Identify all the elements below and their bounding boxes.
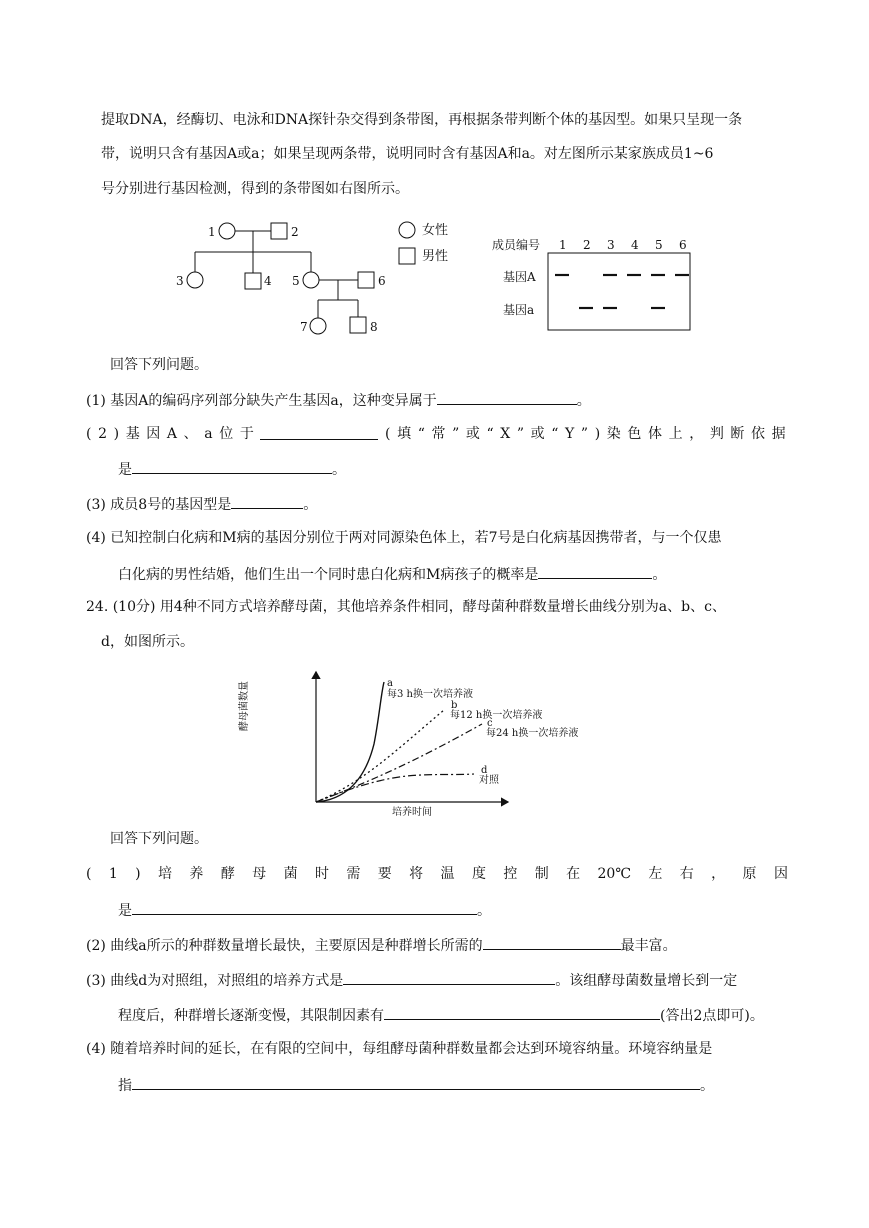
pedigree-label-2: 2 (291, 225, 299, 239)
justified-char: 判 (709, 426, 724, 442)
justified-char: 母 (252, 866, 267, 882)
justified-char: “ (417, 426, 425, 442)
intro-line-3: 号分别进行基因检测，得到的条带图如右图所示。 (101, 181, 409, 197)
curve-d (316, 774, 474, 802)
justified-char: 因 (146, 426, 161, 442)
justified-char: “ (486, 426, 494, 442)
band-col-3: 3 (607, 238, 615, 252)
q24-q3-line1: (3) 曲线d为对照组，对照组的培养方式是 。该组酵母菌数量增长到一定 (86, 969, 737, 991)
justified-char: 控 (503, 866, 518, 882)
curve-b (316, 710, 444, 802)
curve-d-id: d (481, 765, 488, 776)
q24-line2: d，如图所示。 (101, 634, 194, 650)
justified-char: 断 (730, 426, 745, 442)
justified-char: 于 (239, 426, 254, 442)
justified-char: 右 (679, 866, 694, 882)
curve-c-label: 每24 h换一次培养液 (486, 728, 579, 739)
justified-char: A (166, 426, 178, 442)
intro-line-1: 提取DNA，经酶切、电泳和DNA探针杂交得到条带图，再根据条带判断个体的基因型。如果只呈现一条 (101, 112, 743, 128)
curve-c (316, 724, 482, 802)
justified-char: 需 (346, 866, 361, 882)
justified-char: “ (551, 426, 559, 442)
pedigree-label-5: 5 (292, 274, 300, 288)
justified-char: 基 (125, 426, 140, 442)
justified-char: 菌 (283, 866, 298, 882)
pedigree-female-5 (303, 272, 319, 288)
q23-q1: (1) 基因A的编码序列部分缺失产生基因a，这种变异属于 。 (86, 389, 591, 411)
answer-blank-q23-4[interactable] (538, 563, 652, 579)
justified-char: a (204, 426, 213, 442)
curve-b-label: 每12 h换一次培养液 (450, 710, 543, 721)
q24-q3-line2: 程度后，种群增长逐渐变慢，其限制因素有 (答出2点即可)。 (118, 1004, 764, 1026)
justified-char: ” (580, 426, 589, 442)
justified-char: 常 (431, 426, 446, 442)
answer-blank-q24-1[interactable] (132, 899, 477, 915)
q24-q2: (2) 曲线a所示的种群数量增长最快，主要原因是种群增长所需的 最丰富。 (86, 934, 677, 956)
pedigree-female-1 (219, 223, 235, 239)
justified-char: 填 (397, 426, 412, 442)
x-axis-label: 培养时间 (392, 807, 432, 818)
justified-char: 在 (566, 866, 581, 882)
justified-char: 时 (314, 866, 329, 882)
legend-male-icon (399, 248, 415, 264)
justified-char: 据 (771, 426, 786, 442)
legend-male-label: 男性 (422, 249, 449, 264)
answer-blank-q24-3a[interactable] (343, 969, 555, 985)
justified-char: 上 (668, 426, 683, 442)
y-axis-label: 酵母菌数量 (239, 681, 250, 731)
pedigree-label-7: 7 (300, 320, 308, 334)
curve-d-label: 对照 (479, 775, 499, 786)
justified-char: 染 (606, 426, 621, 442)
band-chart (548, 234, 693, 332)
justified-char: ( (86, 426, 92, 442)
answer-blank-q24-2[interactable] (483, 934, 621, 950)
legend-symbols (396, 220, 420, 268)
curve-a (316, 682, 384, 802)
justified-char: ) (113, 426, 120, 442)
legend-female-icon (399, 222, 415, 238)
pedigree-label-3: 3 (176, 274, 184, 288)
q24-q4-line2: 指 。 (118, 1074, 714, 1096)
band-row-a: 基因a (503, 303, 535, 317)
answer-blank-q23-3[interactable] (231, 493, 303, 509)
band-header: 成员编号 (492, 238, 541, 252)
q23-q4-line2: 白化病的男性结婚，他们生出一个同时患白化病和M病孩子的概率是 。 (118, 563, 666, 585)
justified-char: 依 (751, 426, 766, 442)
band-col-5: 5 (655, 238, 663, 252)
justified-char: 度 (471, 866, 486, 882)
answer-blank-q24-4[interactable] (132, 1074, 700, 1090)
pedigree-male-6 (358, 272, 374, 288)
band-col-1: 1 (559, 238, 567, 252)
justified-char: 因 (773, 866, 788, 882)
justified-char: 培 (158, 866, 173, 882)
justified-char: X (500, 426, 511, 442)
answer-blank-q24-3b[interactable] (384, 1004, 660, 1020)
q24-line1: 24. (10分) 用4种不同方式培养酵母菌，其他培养条件相同，酵母菌种群数量增长曲线分别为a、b、c、 (86, 599, 726, 615)
justified-char: 2 (98, 426, 107, 442)
justified-char: 1 (108, 866, 118, 882)
pedigree-male-8 (350, 317, 366, 333)
pedigree-female-7 (310, 318, 326, 334)
q24-q1-line1 (86, 864, 788, 884)
answer-blank-q23-2a[interactable] (260, 424, 378, 440)
justified-char: 原 (742, 866, 757, 882)
growth-chart (239, 664, 594, 819)
intro-line-2: 带，说明只含有基因A或a；如果呈现两条带，说明同时含有基因A和a。对左图所示某家族成员1~6 (101, 146, 714, 162)
pedigree-female-3 (187, 272, 203, 288)
band-col-2: 2 (583, 238, 591, 252)
justified-char: 制 (534, 866, 549, 882)
q23-q2-line1 (86, 424, 786, 444)
justified-char: ” (452, 426, 460, 442)
justified-char: 色 (627, 426, 642, 442)
justified-char: ” (516, 426, 525, 442)
band-col-4: 4 (631, 238, 639, 252)
legend-female-label: 女性 (422, 223, 449, 238)
q24-prompt: 回答下列问题。 (110, 831, 208, 847)
justified-char: 温 (440, 866, 455, 882)
q23-q2-line2: 是 。 (118, 458, 346, 480)
band-row-A: 基因A (503, 270, 536, 284)
q23-q3: (3) 成员8号的基因型是 。 (86, 493, 317, 515)
pedigree-label-4: 4 (264, 274, 272, 288)
justified-char: 体 (647, 426, 662, 442)
q23-q4-line1: (4) 已知控制白化病和M病的基因分别位于两对同源染色体上，若7号是白化病基因携带者，与一个仅患 (86, 530, 722, 546)
justified-char: 左 (648, 866, 663, 882)
justified-char: 将 (409, 866, 424, 882)
justified-char: 养 (189, 866, 204, 882)
justified-char: 20℃ (597, 866, 631, 882)
justified-char: 要 (377, 866, 392, 882)
justified-char: ) (594, 426, 601, 442)
justified-char: ， (711, 866, 726, 882)
justified-char: 酵 (220, 866, 235, 882)
q24-q1-line2: 是 。 (118, 899, 491, 921)
band-col-6: 6 (679, 238, 687, 252)
justified-char: 、 (183, 426, 198, 442)
justified-char: ， (689, 426, 704, 442)
pedigree-label-1: 1 (208, 225, 216, 239)
answer-blank-q23-1[interactable] (437, 389, 577, 405)
curve-c-id: c (487, 718, 493, 729)
justified-char: 或 (530, 426, 545, 442)
justified-char: Y (565, 426, 575, 442)
curve-a-id: a (387, 678, 393, 689)
justified-char: ( (86, 866, 92, 882)
curve-b-id: b (451, 700, 458, 711)
pedigree-male-2 (271, 223, 287, 239)
q23-prompt: 回答下列问题。 (110, 357, 208, 373)
pedigree-label-6: 6 (378, 274, 386, 288)
pedigree-male-4 (245, 273, 261, 289)
justified-char: 或 (465, 426, 480, 442)
answer-blank-q23-2b[interactable] (132, 458, 332, 474)
pedigree-label-8: 8 (370, 320, 378, 334)
justified-char: 位 (219, 426, 234, 442)
curve-a-label: 每3 h换一次培养液 (387, 689, 473, 700)
justified-char: ) (135, 866, 141, 882)
q24-q4-line1: (4) 随着培养时间的延长，在有限的空间中，每组酵母菌种群数量都会达到环境容纳量。环境容纳量是 (86, 1041, 713, 1057)
justified-char: ( (385, 426, 391, 442)
